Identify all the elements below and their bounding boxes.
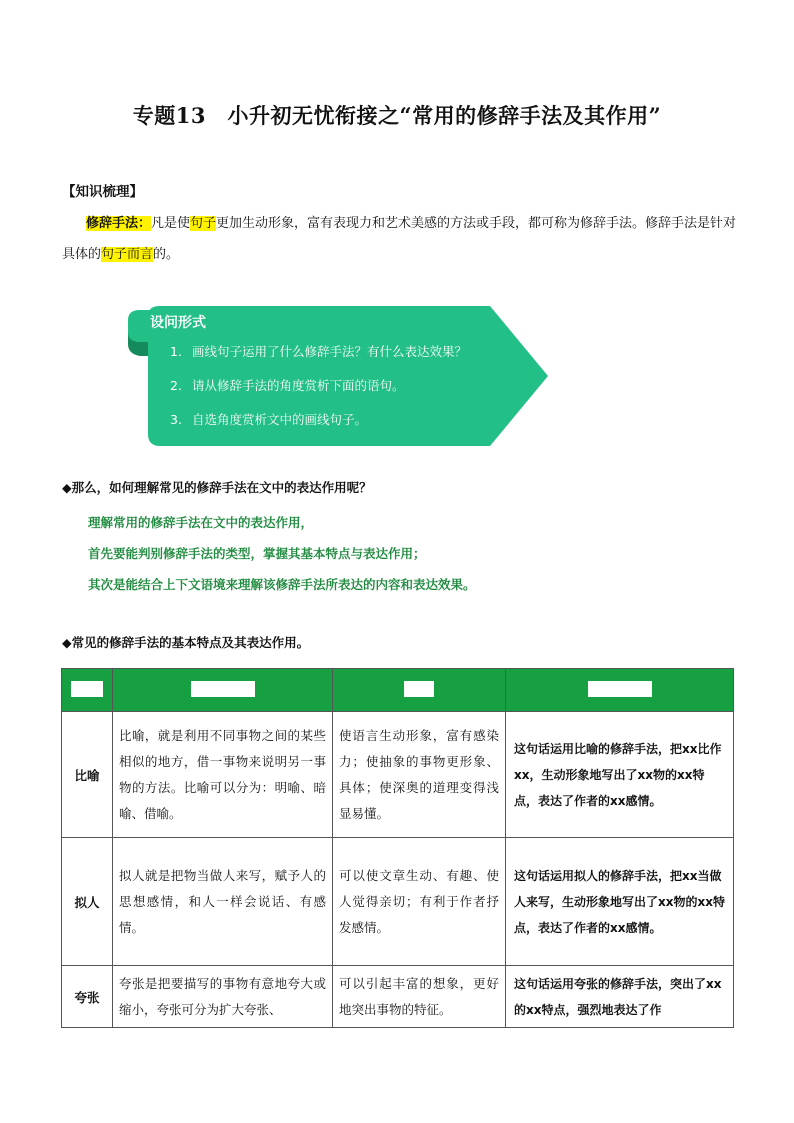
answer-template: 这句话运用比喻的修辞手法，把xx比作xx，生动形象地写出了xx物的xx特点，表达了作者的xx感情。 xyxy=(506,712,734,838)
table-row xyxy=(62,966,734,1028)
figure-effect: 使语言生动形象，富有感染力；使抽象的事物更形象、具体；使深奥的道理变得浅显易懂。 xyxy=(333,712,506,838)
figure-name: 夸张 xyxy=(62,966,113,1028)
callout-item: 3. 自选角度赏析文中的画线句子。 xyxy=(170,412,368,427)
figure-definition: 拟人就是把物当做人来写，赋予人的思想感情，和人一样会说话、有感情。 xyxy=(113,838,333,966)
table-header-row xyxy=(62,669,734,712)
answer-line: 其次是能结合上下文语境来理解该修辞手法所表达的内容和表达效果。 xyxy=(88,577,476,592)
answer-template: 这句话运用拟人的修辞手法，把xx当做人来写，生动形象地写出了xx物的xx特点，表达了作者的xx感情。 xyxy=(506,838,734,966)
figure-effect: 可以使文章生动、有趣、使人觉得亲切；有利于作者抒发感情。 xyxy=(333,838,506,966)
callout-list xyxy=(170,342,467,444)
intro-text-post: 的。 xyxy=(153,247,180,262)
table-heading: ◆常见的修辞手法的基本特点及其表达作用。 xyxy=(62,635,310,650)
header-label-box xyxy=(404,681,434,697)
header-label-box xyxy=(588,681,652,697)
highlight-sentence: 句子 xyxy=(190,216,217,231)
header-cell xyxy=(333,669,506,712)
intro-paragraph xyxy=(62,208,746,270)
table-row xyxy=(62,838,734,966)
highlight-sentence-specific: 句子而言 xyxy=(101,247,154,262)
answer-lines xyxy=(88,507,476,600)
document-title: 专题13 小升初无忧衔接之“常用的修辞手法及其作用” xyxy=(132,103,662,128)
figure-effect: 可以引起丰富的想象，更好地突出事物的特征。 xyxy=(333,966,506,1028)
callout-tag: 设问形式 xyxy=(150,315,206,331)
intro-text-mid: 更加生动形象，富有表现力和艺术美感的方法或手段，都可称为修辞手法。修辞手法是针对具体的 xyxy=(62,216,737,262)
header-cell xyxy=(62,669,113,712)
header-label-box xyxy=(191,681,255,697)
intro-text-pre: 凡是使 xyxy=(151,216,191,231)
callout-item: 2. 请从修辞手法的角度赏析下面的语句。 xyxy=(170,378,405,393)
header-label-box xyxy=(71,681,103,697)
table-row xyxy=(62,712,734,838)
answer-line: 理解常用的修辞手法在文中的表达作用， xyxy=(88,515,314,530)
rhetoric-table xyxy=(61,668,734,1028)
question-format-callout xyxy=(126,302,550,450)
knowledge-section-label: 【知识梳理】 xyxy=(62,184,143,200)
header-cell xyxy=(506,669,734,712)
guiding-question: ◆那么，如何理解常见的修辞手法在文中的表达作用呢？ xyxy=(62,480,372,495)
answer-line: 首先要能判别修辞手法的类型，掌握其基本特点与表达作用； xyxy=(88,546,426,561)
callout-item: 1. 画线句子运用了什么修辞手法？有什么表达效果？ xyxy=(170,344,468,359)
figure-name: 比喻 xyxy=(62,712,113,838)
term-highlight: 修辞手法： xyxy=(86,216,152,231)
answer-template: 这句话运用夸张的修辞手法，突出了xx的xx特点，强烈地表达了作 xyxy=(506,966,734,1028)
figure-name: 拟人 xyxy=(62,838,113,966)
figure-definition: 夸张是把要描写的事物有意地夸大或缩小，夸张可分为扩大夸张、 xyxy=(113,966,333,1028)
header-cell xyxy=(113,669,333,712)
figure-definition: 比喻，就是利用不同事物之间的某些相似的地方，借一事物来说明另一事物的方法。比喻可以分为：明喻、暗喻、借喻。 xyxy=(113,712,333,838)
